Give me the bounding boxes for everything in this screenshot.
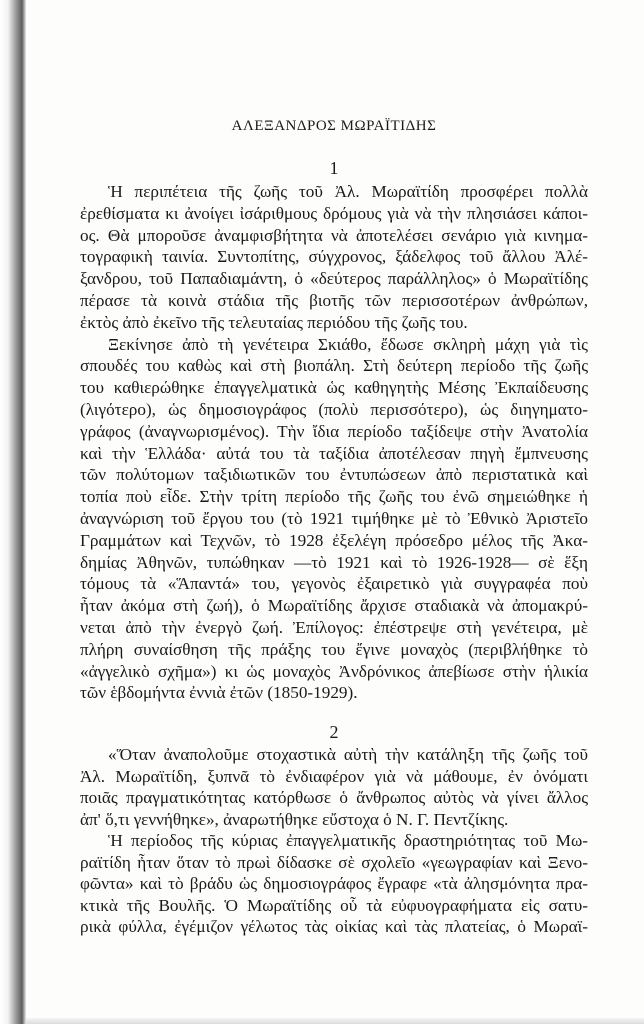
text-line: ρικὰ φύλλα, ἐγέμιζον γέλωτος τὰς οἰκίας καὶ τὰς πλατείας, ὁ Μωραϊ- xyxy=(80,917,588,936)
text-line: δημίας Ἀθηνῶν, τυπώθηκαν —τὸ 1921 καὶ τὸ 1926-1928— σὲ ἕξη xyxy=(80,552,588,572)
text-line: πλήρη συναίσθηση τῆς πράξης του ἔγινε μοναχὸς (περιβλήθηκε τὸ xyxy=(80,639,588,659)
text-line: πέρασε τὰ κοινὰ στάδια τῆς βιοτῆς τῶν περισσοτέρων ἀνθρώπων, xyxy=(80,291,588,310)
text-line: τῶν πολύτομων ταξιδιωτικῶν του ἐντυπώσεων ἀπὸ περιστατικὰ καὶ xyxy=(80,465,588,485)
text-line: τογραφικὴ ταινία. Συντοπίτης, σύγχρονος, ξάδελφος τοῦ ἄλλου Ἀλέ- xyxy=(80,247,588,267)
text-line: ἦταν ἀκόμα στὴ ζωή), ὁ Μωραϊτίδης ἄρχισε σταδιακὰ νὰ ἀπομακρύ- xyxy=(80,596,588,616)
section-number: 1 xyxy=(329,158,339,178)
text-line: «Ὅταν ἀναπολοῦμε στοχαστικὰ αὐτὴ τὴν κατάληξη τῆς ζωῆς τοῦ xyxy=(108,745,588,764)
text-line: ἀπ' ὅ,τι γεννήθηκε», ἀναρωτήθηκε εὔστοχα ὁ Ν. Γ. Πεντζίκης. xyxy=(80,809,509,829)
text-line: ἀναγνώριση τοῦ ἔργου του (τὸ 1921 τιμήθηκε μὲ τὸ Ἐθνικὸ Ἀριστεῖο xyxy=(80,509,588,528)
text-line: ος. Θὰ μποροῦσε ἀναμφισβήτητα νὰ ἀποτελέσει σενάριο γιὰ κινημα- xyxy=(80,225,588,245)
running-head: ΑΛΕΞΑΝΔΡΟΣ ΜΩΡΑΪΤΙΔΗΣ xyxy=(231,118,437,134)
text-line: Ἡ περιπέτεια τῆς ζωῆς τοῦ Ἀλ. Μωραϊτίδη προσφέρει πολλὰ xyxy=(108,182,588,201)
text-line: ξανδρου, τοῦ Παπαδιαμάντη, ὁ «δεύτερος παράλληλος» ὁ Μωραϊτίδης xyxy=(80,269,588,289)
text-line: Ἡ περίοδος τῆς κύριας ἐπαγγελματικῆς δραστηριότητας τοῦ Μω- xyxy=(108,831,588,850)
text-line: ποιᾶς πραγματικότητας κατόρθωσε ὁ ἄνθρωπος αὐτὸς νὰ γίνει ἄλλος xyxy=(80,788,588,807)
text-line: φῶντα» καὶ τὸ βράδυ ὡς δημοσιογράφος ἔγραφε «τὰ ἀλησμόνητα πρα- xyxy=(80,874,588,893)
text-line: τόμους τὰ «Ἅπαντά» του, γεγονὸς ἐξαιρετικὸ γιὰ συγγραφέα ποὺ xyxy=(80,574,588,594)
text-line: νεται ἀπὸ τὴν ἐνεργὸ ζωή. Ἐπίλογος: ἐπέστρεψε στὴ γενέτειρα, μὲ xyxy=(80,618,588,637)
text-line: ἐρεθίσματα κι ἀνοίγει ἰσάριθμους δρόμους γιὰ νὰ τὴν πλησιάσει κάποι- xyxy=(80,203,588,223)
text-line: τῶν ἑβδομήντα ἐννιὰ ἐτῶν (1850-1929). xyxy=(80,683,358,703)
section-number: 2 xyxy=(329,722,339,742)
text-line: σπουδές του καθὼς καὶ στὴ βιοπάλη. Στὴ δεύτερη περίοδο τῆς ζωῆς xyxy=(80,356,588,376)
text-line: τοπία ποὺ εἶδε. Στὴν τρίτη περίοδο τῆς ζωῆς του ἐνῶ σημειώθηκε ἡ xyxy=(80,487,588,507)
page-bottom-edge xyxy=(26,1018,644,1024)
book-binding-shadow xyxy=(0,0,26,1024)
text-line: κτικὰ τῆς Βουλῆς. Ὁ Μωραϊτίδης οὗ τὰ εὐφυογραφήματα εἰς σατυ- xyxy=(80,895,588,915)
text-line: γράφος (ἀναγνωρισμένος). Τὴν ἴδια περίοδο ταξίδεψε στὴν Ἀνατολία xyxy=(80,421,588,441)
text-line: (λιγότερο), ὡς δημοσιογράφος (πολὺ περισσότερο), ὡς διηγηματο- xyxy=(80,400,588,419)
text-line: καὶ τὴν Ἑλλάδα· αὐτά του τὰ ταξίδια ἀποτέλεσαν πηγὴ ἔμπνευσης xyxy=(80,443,588,463)
text-line: ραϊτίδη ἦταν ὅταν τὸ πρωὶ δίδασκε σὲ σχολεῖο «γεωγραφίαν καὶ Ξενο- xyxy=(80,852,588,872)
text-line: Γραμμάτων καὶ Τεχνῶν, τὸ 1928 ἐξελέγη πρόσεδρο μέλος τῆς Ἀκα- xyxy=(80,530,588,550)
text-line: του καθιερώθηκε ἐπαγγελματικὰ ὡς καθηγητὴς Μέσης Ἐκπαίδευσης xyxy=(80,378,588,398)
text-line: «ἀγγελικὸ σχῆμα») κι ὡς μοναχὸς Ἀνδρόνικος ἀπεβίωσε στὴν ἡλικία xyxy=(80,661,588,681)
text-line: ἐκτὸς ἀπὸ ἐκεῖνο τῆς τελευταίας περιόδου τῆς ζωῆς του. xyxy=(80,312,468,332)
text-line: Ξεκίνησε ἀπὸ τὴ γενέτειρα Σκιάθο, ἔδωσε σκληρὴ μάχη γιὰ τὶς xyxy=(108,334,588,354)
text-line: Ἀλ. Μωραϊτίδη, ξυπνᾶ τὸ ἐνδιαφέρον γιὰ νὰ μάθουμε, ἐν ὀνόματι xyxy=(80,766,588,786)
